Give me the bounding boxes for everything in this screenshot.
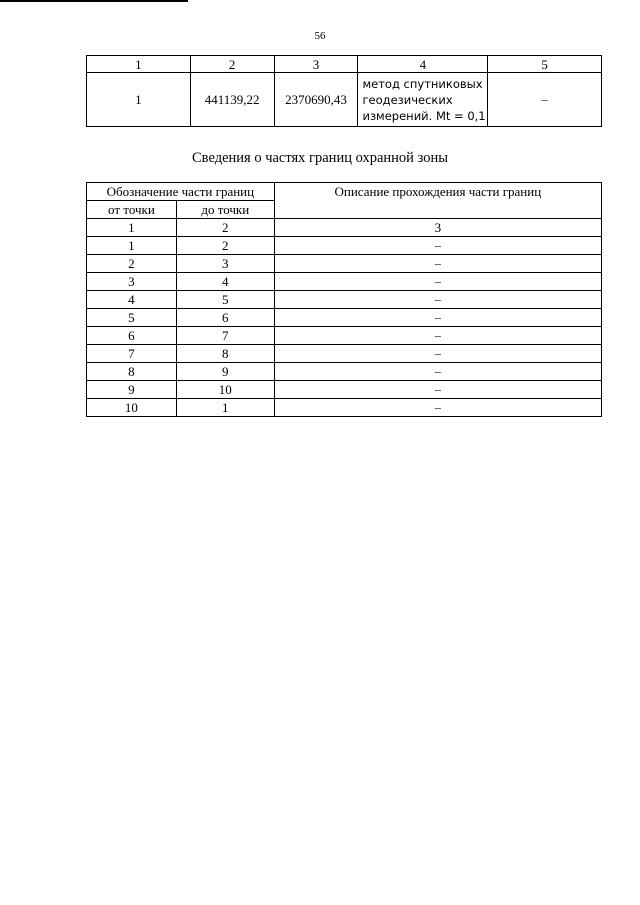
method-line: метод спутниковых [362,76,483,91]
description-cell: – [274,345,601,363]
from-point-cell: 10 [87,399,177,417]
description-cell: – [274,327,601,345]
description-cell: – [274,399,601,417]
table-row [87,399,602,417]
section-title: Сведения о частях границ охранной зоны [192,150,448,166]
to-point-cell: 8 [176,345,274,363]
coords-y-cell: 2370690,43 [274,73,358,127]
description-cell: – [274,273,601,291]
coords-header-3: 3 [274,56,358,73]
top-rule [0,0,188,2]
to-point-header: до точки [176,201,274,219]
to-point-cell: 3 [176,255,274,273]
table-row [87,363,602,381]
description-header: Описание прохождения части границ [274,183,601,219]
table-row [87,237,602,255]
description-cell: – [274,363,601,381]
description-cell: – [274,309,601,327]
from-point-cell: 1 [87,237,177,255]
from-point-cell: 8 [87,363,177,381]
description-cell: – [274,291,601,309]
from-point-cell: 5 [87,309,177,327]
coords-x-cell: 441139,22 [190,73,274,127]
group-header: Обозначение части границ [87,183,275,201]
to-point-cell: 10 [176,381,274,399]
to-point-cell: 9 [176,363,274,381]
from-point-header: от точки [87,201,177,219]
description-cell: – [274,237,601,255]
coords-method-cell [358,73,488,127]
coordinates-table [86,55,602,127]
to-point-cell: 1 [176,399,274,417]
coords-header-2: 2 [190,56,274,73]
description-cell: – [274,381,601,399]
from-point-cell: 4 [87,291,177,309]
to-point-cell: 7 [176,327,274,345]
table-row [87,345,602,363]
table-row [87,291,602,309]
page-number: 56 [314,30,326,42]
coords-col5-cell: – [488,73,602,127]
to-point-cell: 5 [176,291,274,309]
from-point-cell: 3 [87,273,177,291]
numbering-cell: 2 [176,219,274,237]
table-row [87,309,602,327]
coords-header-1: 1 [87,56,191,73]
numbering-cell: 1 [87,219,177,237]
method-line: измерений. Mt = 0,1 [362,108,486,123]
from-point-cell: 7 [87,345,177,363]
coords-header-5: 5 [488,56,602,73]
table-row [87,381,602,399]
coords-point-cell: 1 [87,73,191,127]
table-row [87,273,602,291]
from-point-cell: 6 [87,327,177,345]
coords-header-4: 4 [358,56,488,73]
description-cell: – [274,255,601,273]
table-row [87,327,602,345]
from-point-cell: 2 [87,255,177,273]
from-point-cell: 9 [87,381,177,399]
method-line: геодезических [362,92,453,107]
to-point-cell: 2 [176,237,274,255]
to-point-cell: 6 [176,309,274,327]
boundary-parts-table [86,182,602,417]
table-row [87,255,602,273]
to-point-cell: 4 [176,273,274,291]
numbering-cell: 3 [274,219,601,237]
